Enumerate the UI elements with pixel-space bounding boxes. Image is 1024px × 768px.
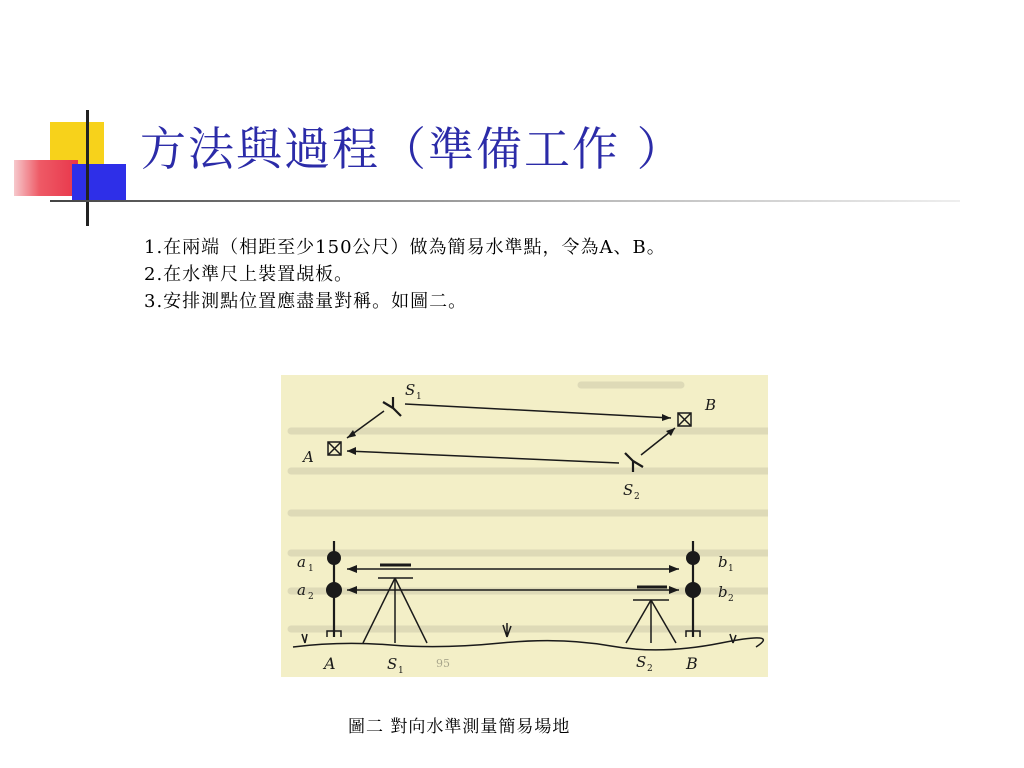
sight-line-s1-b: [405, 404, 671, 418]
ground-line: [293, 638, 763, 650]
label-s1: S: [405, 381, 416, 399]
figure-caption: 圖二 對向水準測量簡易場地: [348, 717, 571, 737]
point-b-marker: [678, 413, 691, 426]
label-b2: b: [718, 583, 728, 601]
label-s1-sub: 1: [416, 392, 422, 402]
label-bottom-s2: S: [636, 653, 647, 671]
label-bottom-s2-sub: 2: [647, 664, 653, 674]
decor-red-bar: [14, 160, 78, 196]
figure-drawing: [281, 375, 768, 677]
target-a2: [326, 582, 342, 598]
step-item: 1.在兩端（相距至少150公尺）做為簡易水準點，令為A、B。: [144, 237, 666, 258]
label-a1: a: [297, 553, 306, 571]
label-bottom-s1: S: [387, 655, 398, 673]
label-bottom-s1-sub: 1: [398, 666, 404, 676]
label-a: A: [303, 448, 314, 466]
label-b1-sub: 1: [728, 564, 734, 574]
label-b: B: [705, 396, 717, 414]
decor-blue-square: [72, 164, 126, 202]
tripod-s2: [626, 587, 676, 643]
station-s1-symbol: [383, 397, 401, 416]
point-a-marker: [328, 442, 341, 455]
label-a1-sub: 1: [308, 564, 314, 574]
title-underline: [50, 200, 960, 202]
leveling-site-figure: [281, 375, 768, 677]
decor-vertical-line: [86, 110, 89, 226]
label-a2-sub: 2: [308, 592, 314, 602]
target-b1: [686, 551, 700, 565]
label-bottom-a: A: [324, 654, 336, 673]
grass-tuft: [503, 623, 511, 637]
label-b1: b: [718, 553, 728, 571]
label-s2: S: [623, 481, 634, 499]
label-a2: a: [297, 581, 306, 599]
label-b2-sub: 2: [728, 594, 734, 604]
sight-line-s2-a: [347, 451, 619, 463]
slide-title: 方法與過程（準備工作 ）: [140, 122, 685, 176]
label-s2-sub: 2: [634, 492, 640, 502]
page-number: 95: [436, 657, 450, 670]
steps-list: [144, 234, 666, 315]
label-bottom-b: B: [686, 654, 698, 673]
target-a1: [327, 551, 341, 565]
step-item: 3.安排測點位置應盡量對稱。如圖二。: [144, 291, 468, 312]
target-b2: [685, 582, 701, 598]
grass-tuft: [302, 634, 307, 643]
step-item: 2.在水準尺上裝置覘板。: [144, 264, 354, 285]
